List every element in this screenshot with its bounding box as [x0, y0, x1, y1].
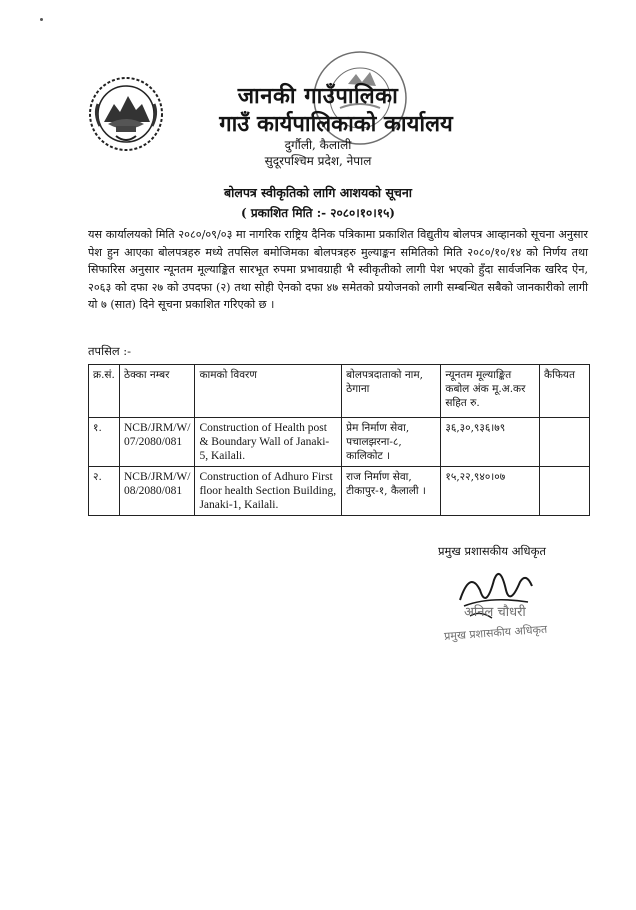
- cell-description: Construction of Health post & Boundary Wall of Janaki-5, Kailali.: [195, 418, 342, 467]
- address-line-1: दुर्गौली, कैलाली: [284, 138, 352, 152]
- cell-sn: २.: [89, 467, 120, 516]
- header-bidder: बोलपत्रदाताको नाम, ठेगाना: [342, 365, 441, 418]
- table-header-row: [89, 365, 590, 418]
- cell-sn: १.: [89, 418, 120, 467]
- officer-title: प्रमुख प्रशासकीय अधिकृत: [438, 544, 546, 558]
- cell-bidder: प्रेम निर्माण सेवा, पचालझरना-८, कालिकोट ।: [342, 418, 441, 467]
- publish-date: ( प्रकाशित मिति :- २०८०।१०।१५): [241, 206, 395, 220]
- cell-bidder: राज निर्माण सेवा, टीकापुर-१, कैलाली ।: [342, 467, 441, 516]
- scan-speck: [40, 18, 43, 21]
- header-description: कामको विवरण: [195, 365, 342, 418]
- officer-stamp-title: प्रमुख प्रशासकीय अधिकृत: [443, 622, 548, 643]
- details-label: तपसिल :-: [88, 344, 132, 358]
- office-name: गाउँ कार्यपालिकाको कार्यालय: [219, 111, 453, 137]
- cell-description: Construction of Adhuro First floor health Section Building, Janaki-1, Kailali.: [195, 467, 342, 516]
- cell-amount: ३६,३०,९३६।७९: [441, 418, 540, 467]
- cell-contract-no: NCB/JRM/W/ 07/2080/081: [119, 418, 194, 467]
- table-row: [89, 418, 590, 467]
- header-sn: क्र.सं.: [89, 365, 120, 418]
- cell-remarks: [540, 467, 590, 516]
- officer-name-stamp: [440, 596, 570, 646]
- header-contract-no: ठेक्का नम्बर: [119, 365, 194, 418]
- cell-remarks: [540, 418, 590, 467]
- cell-amount: १५,२२,९४०।०७: [441, 467, 540, 516]
- organization-name: जानकी गाउँपालिका: [237, 83, 399, 109]
- table-row: [89, 467, 590, 516]
- address-line-2: सुदूरपश्चिम प्रदेश, नेपाल: [264, 154, 372, 168]
- bid-table: [88, 364, 590, 516]
- notice-body: यस कार्यालयको मिति २०८०/०९/०३ मा नागरिक राष्ट्रिय दैनिक पत्रिकामा प्रकाशित विद्युतीय बोलपत्र आव्हानको सूचना अनुसार पेश हुन आएका बोलपत्रहरु मध्ये तपसिल बमोजिमका बोलपत्रहरु मुल्याङ्कन समितिको मिति २०८०/१०/१४ को निर्णय तथा सिफारिस अनुसार न्यूनतम मूल्याङ्कित सारभूत रुपमा प्रभावग्राही भै स्वीकृतीको लागी पेश भएको हुँदा सार्वजनिक खरिद ऐन, २०६३ को दफा २७ को उपदफा (२) तथा सोही ऐनको दफा ४७ समेतको प्रयोजनको लागी सम्बन्धित सबैको जानकारीको लागी यो ७ (सात) दिने सूचना प्रकाशित गरिएको छ ।: [88, 228, 588, 312]
- officer-name: अनिल चौधरी: [464, 605, 526, 620]
- notice-title: बोलपत्र स्वीकृतिको लागि आशयको सूचना: [223, 185, 413, 200]
- header-amount: न्यूनतम मूल्याङ्कित कबोल अंक मू.अ.कर सहित रु.: [441, 365, 540, 418]
- cell-contract-no: NCB/JRM/W/ 08/2080/081: [119, 467, 194, 516]
- header-remarks: कैफियत: [540, 365, 590, 418]
